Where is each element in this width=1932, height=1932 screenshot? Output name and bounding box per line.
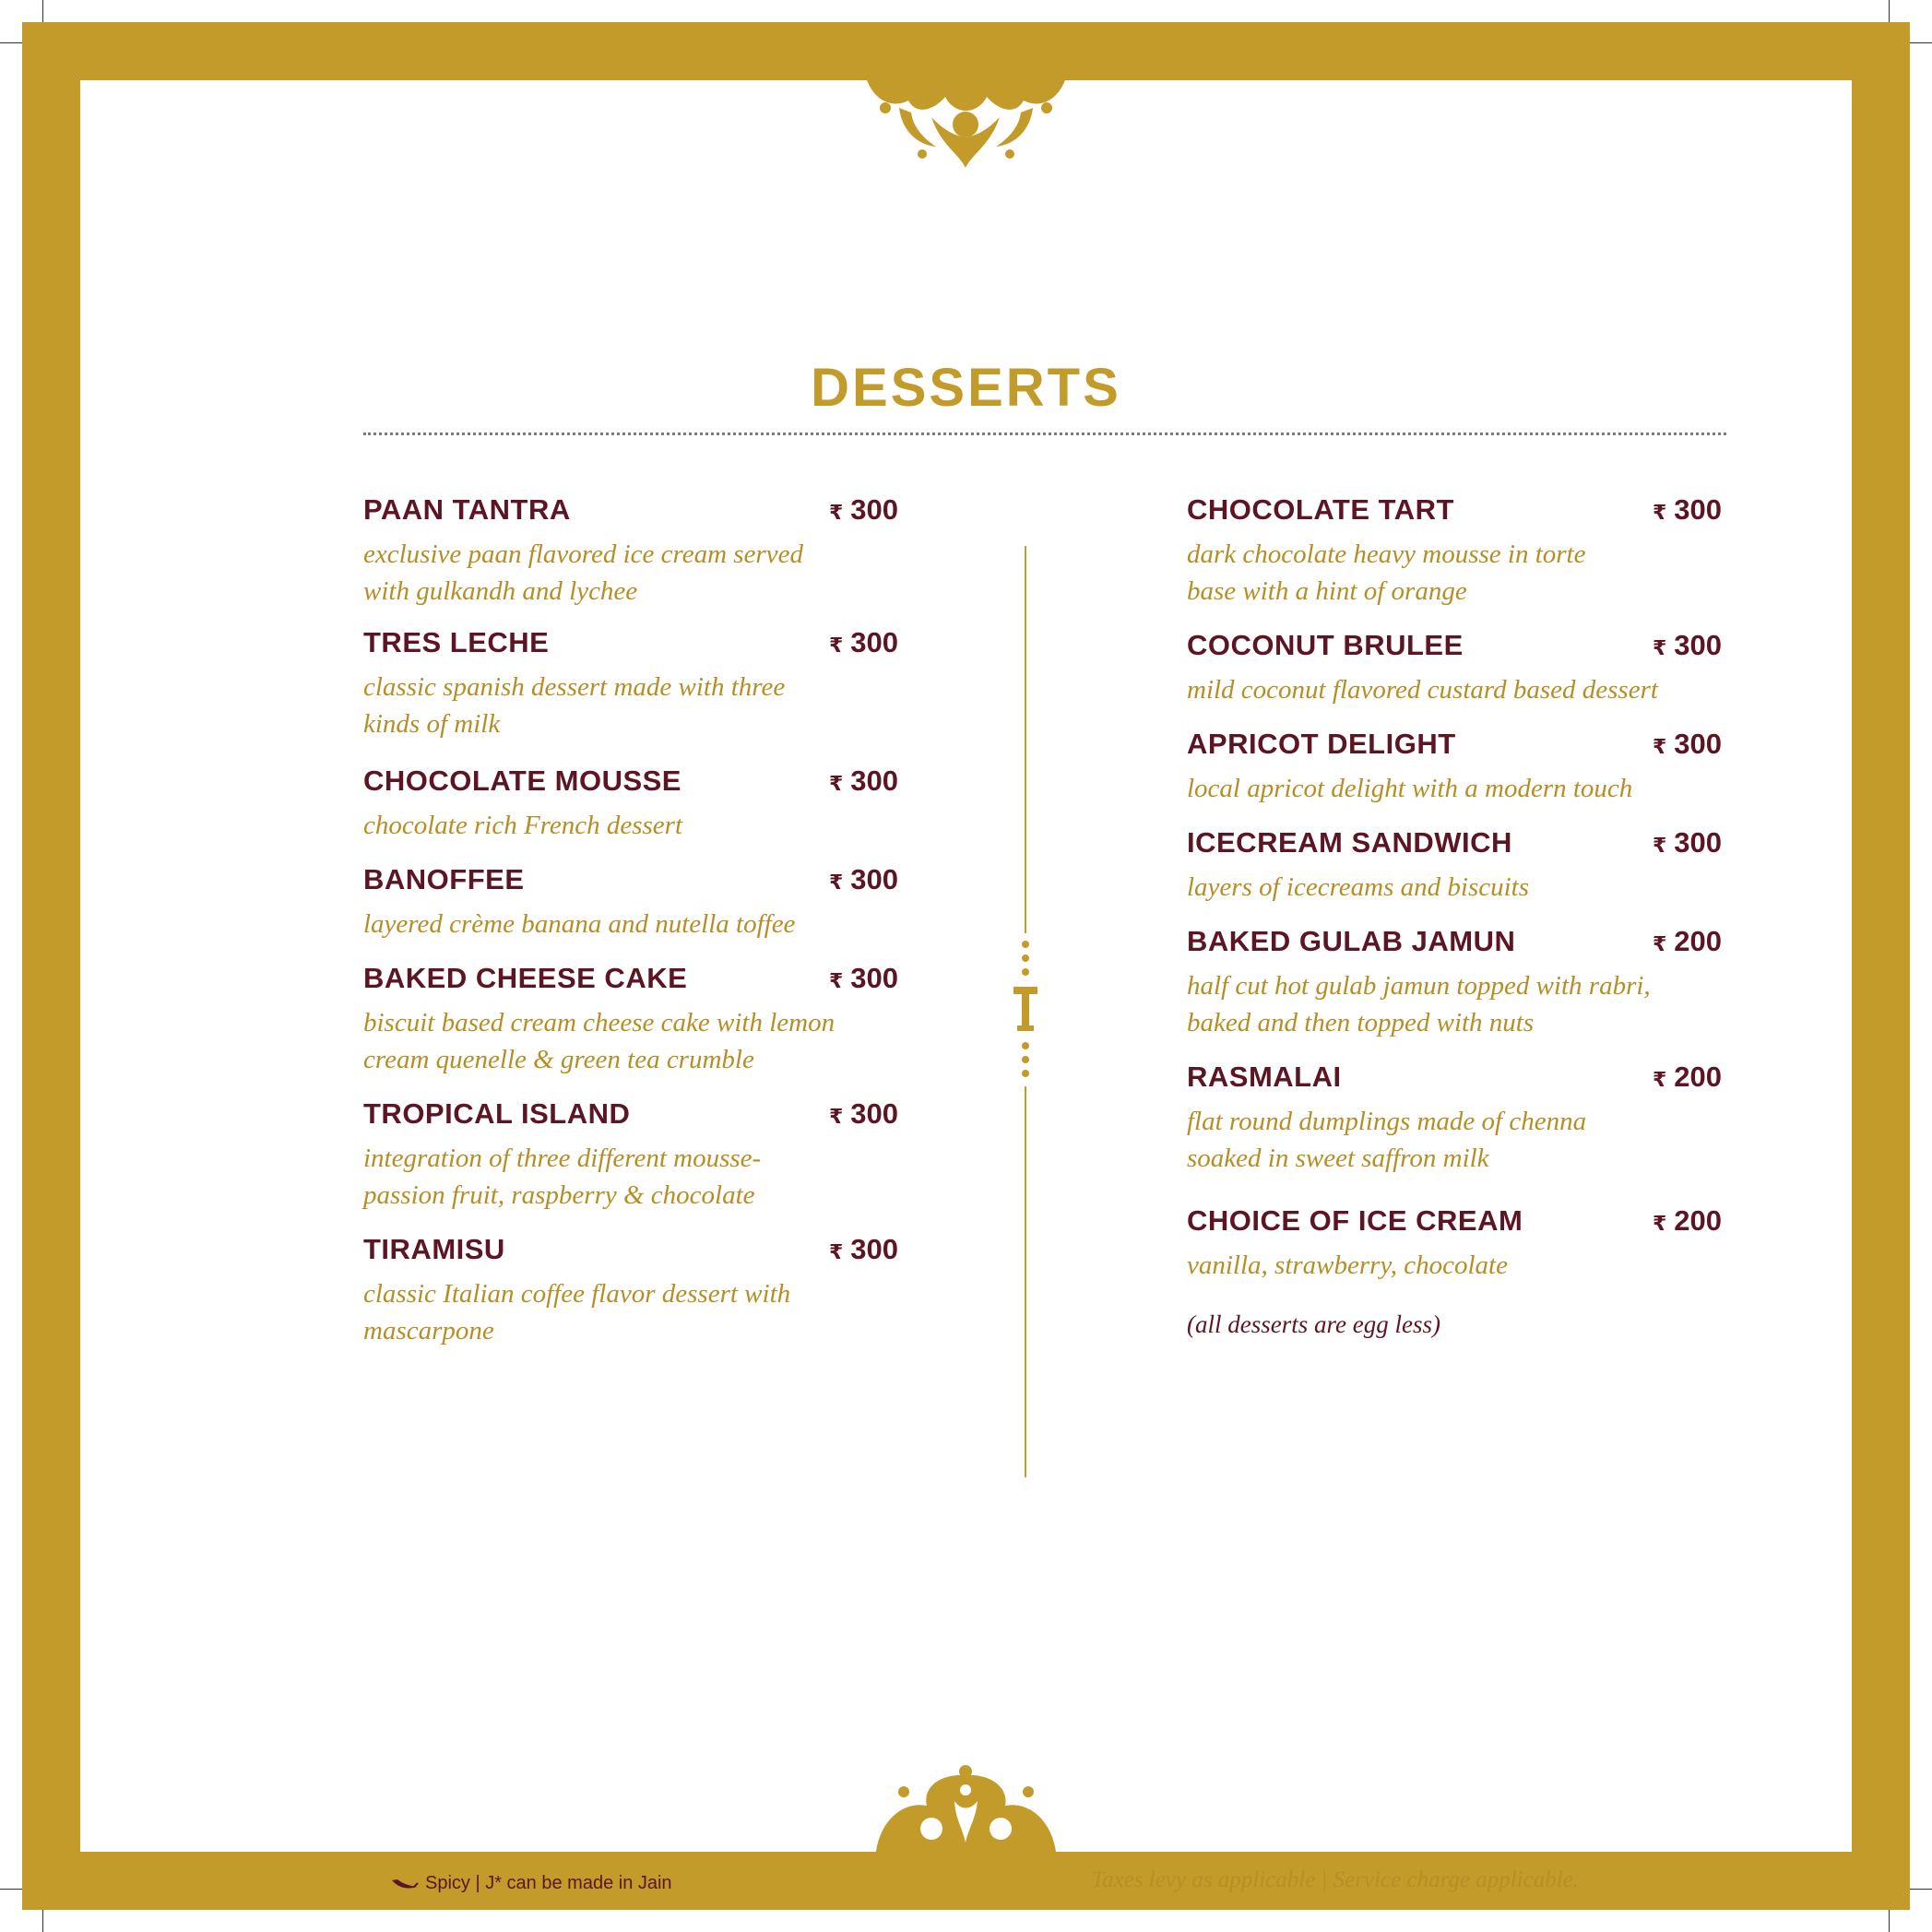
rupee-icon: ₹	[1652, 735, 1667, 758]
chili-icon	[392, 1878, 418, 1891]
menu-item	[363, 626, 898, 742]
menu-item	[363, 1233, 898, 1349]
menu-item	[1187, 826, 1722, 906]
item-name: BAKED CHEESE CAKE	[363, 962, 688, 994]
item-name: ICECREAM SANDWICH	[1187, 826, 1512, 859]
crop-mark	[0, 42, 22, 43]
menu-item	[1187, 1204, 1722, 1284]
item-description: exclusive paan flavored ice cream served with gulkandh and lychee	[363, 539, 803, 606]
item-price: ₹ 200	[1652, 1061, 1722, 1093]
egg-less-note: (all desserts are egg less)	[1187, 1310, 1440, 1338]
item-description: classic spanish dessert made with three kinds of milk	[363, 672, 786, 739]
item-description: biscuit based cream cheese cake with lemon cream quenelle & green tea crumble	[363, 1008, 836, 1074]
item-price: ₹ 300	[1652, 493, 1722, 526]
item-price: ₹ 300	[1652, 728, 1722, 760]
crop-mark	[1910, 42, 1932, 43]
legend-text: Spicy | J* can be made in Jain	[425, 1873, 672, 1893]
item-price: ₹ 300	[828, 863, 898, 895]
rupee-icon: ₹	[1652, 1068, 1667, 1091]
crop-mark	[1910, 1889, 1932, 1890]
menu-item	[363, 863, 898, 942]
item-name: CHOCOLATE MOUSSE	[363, 765, 682, 797]
item-name: BAKED GULAB JAMUN	[1187, 925, 1516, 957]
item-name: TIRAMISU	[363, 1233, 505, 1265]
item-description: classic Italian coffee flavor dessert with mascarpone	[363, 1279, 791, 1345]
item-price: ₹ 300	[1652, 629, 1722, 661]
crop-mark	[42, 0, 43, 22]
rupee-icon: ₹	[828, 772, 844, 795]
taxes-note: Taxes levy as applicable | Service charge applicable.	[1091, 1867, 1579, 1892]
item-description: chocolate rich French dessert	[363, 811, 683, 840]
rupee-icon: ₹	[828, 969, 844, 992]
item-name: CHOCOLATE TART	[1187, 493, 1454, 526]
crop-mark	[1889, 1910, 1890, 1932]
item-description: layered crème banana and nutella toffee	[363, 909, 796, 939]
menu-item	[363, 765, 898, 844]
item-name: APRICOT DELIGHT	[1187, 728, 1456, 760]
item-description: integration of three different mousse- passion fruit, raspberry & chocolate	[363, 1144, 762, 1210]
item-description: vanilla, strawberry, chocolate	[1187, 1250, 1508, 1280]
item-name: TROPICAL ISLAND	[363, 1097, 631, 1130]
item-price: ₹ 300	[1652, 826, 1722, 859]
crop-mark	[1889, 0, 1890, 22]
rupee-icon: ₹	[1652, 501, 1667, 524]
menu-page	[80, 80, 1852, 1893]
rupee-icon: ₹	[1652, 636, 1667, 659]
title-divider-dotted	[363, 433, 1726, 435]
rupee-icon: ₹	[1652, 834, 1667, 857]
item-description: layers of icecreams and biscuits	[1187, 872, 1530, 902]
item-name: COCONUT BRULEE	[1187, 629, 1464, 661]
item-price: ₹ 300	[828, 1233, 898, 1265]
item-price: ₹ 200	[1652, 1204, 1722, 1237]
item-description: local apricot delight with a modern touch	[1187, 774, 1633, 803]
item-price: ₹ 300	[828, 626, 898, 658]
menu-item	[363, 962, 898, 1078]
item-price: ₹ 200	[1652, 925, 1722, 957]
rupee-icon: ₹	[1652, 1212, 1667, 1235]
item-description: flat round dumplings made of chenna soaked in sweet saffron milk	[1187, 1107, 1587, 1173]
rupee-icon: ₹	[828, 501, 844, 524]
item-name: BANOFFEE	[363, 863, 525, 895]
footer-legend	[392, 1873, 672, 1894]
item-price: ₹ 300	[828, 1097, 898, 1130]
menu-item	[1187, 925, 1722, 1041]
page-title: DESSERTS	[811, 358, 1121, 418]
bottom-ornament-icon	[876, 1764, 1056, 1852]
item-name: TRES LECHE	[363, 626, 550, 658]
rupee-icon: ₹	[828, 1240, 844, 1263]
item-description: mild coconut flavored custard based dessert	[1187, 675, 1658, 705]
top-ornament-icon	[867, 80, 1065, 172]
rupee-icon: ₹	[1652, 932, 1667, 955]
item-name: RASMALAI	[1187, 1061, 1342, 1093]
item-name: PAAN TANTRA	[363, 493, 571, 526]
rupee-icon: ₹	[828, 1105, 844, 1128]
item-price: ₹ 300	[828, 962, 898, 994]
column-divider-ornament	[1012, 546, 1039, 1477]
menu-item	[1187, 728, 1722, 807]
menu-item	[1187, 1061, 1722, 1177]
item-name: CHOICE OF ICE CREAM	[1187, 1204, 1523, 1237]
crop-mark	[0, 1889, 22, 1890]
menu-item	[1187, 629, 1722, 708]
item-description: half cut hot gulab jamun topped with rabri, baked and then topped with nuts	[1187, 971, 1651, 1037]
rupee-icon: ₹	[828, 871, 844, 894]
item-price: ₹ 300	[828, 765, 898, 797]
menu-item	[363, 1097, 898, 1214]
item-price: ₹ 300	[828, 493, 898, 526]
menu-item	[1187, 493, 1722, 610]
rupee-icon: ₹	[828, 634, 844, 657]
menu-item	[363, 493, 898, 610]
crop-mark	[42, 1910, 43, 1932]
item-description: dark chocolate heavy mousse in torte base with a hint of orange	[1187, 539, 1586, 606]
